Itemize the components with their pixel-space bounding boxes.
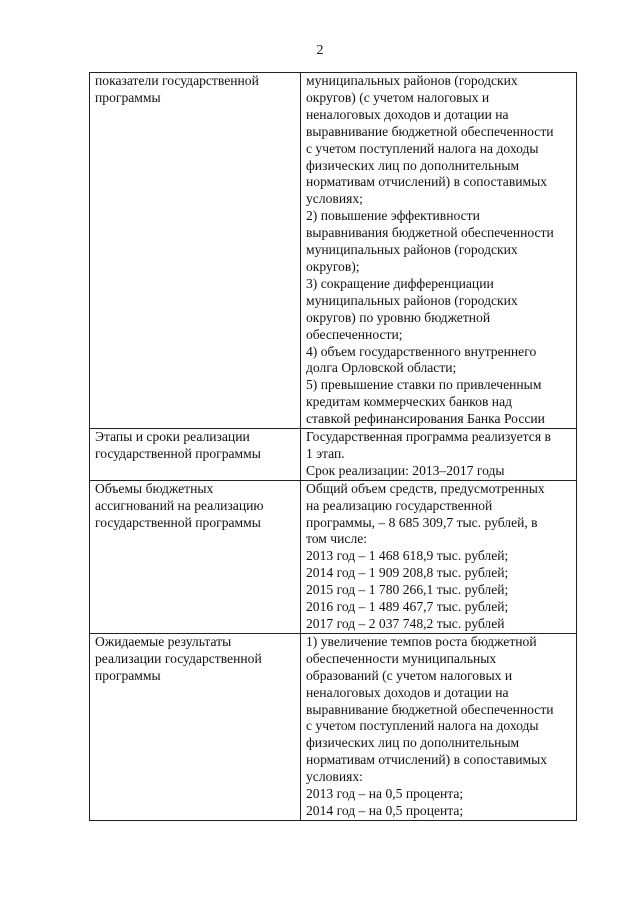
row-value-line: 2015 год – 1 780 266,1 тыс. рублей; bbox=[306, 582, 509, 598]
row-value-line: 5) превышение ставки по привлеченным bbox=[306, 377, 542, 393]
row-value-line: нормативам отчислений) в сопоставимых bbox=[306, 752, 548, 768]
row-value-line: физических лиц по дополнительным bbox=[306, 735, 520, 751]
row-value-line: Срок реализации: 2013–2017 годы bbox=[306, 462, 505, 478]
row-value-cell bbox=[301, 73, 577, 429]
row-value-line: кредитам коммерческих банков над bbox=[306, 394, 513, 410]
row-value-line: муниципальных районов (городских bbox=[306, 73, 518, 88]
row-value-line: 1 этап. bbox=[306, 445, 345, 461]
row-value-line: муниципальных районов (городских bbox=[306, 242, 518, 258]
row-value-line: неналоговых доходов и дотации на bbox=[306, 106, 509, 122]
row-value-line: том числе: bbox=[306, 531, 368, 547]
row-value-line: Государственная программа реализуется в bbox=[306, 429, 551, 445]
row-label-line: ассигнований на реализацию bbox=[95, 497, 264, 513]
table-row bbox=[90, 73, 577, 429]
row-value-line: округов); bbox=[306, 258, 360, 274]
row-label-cell bbox=[90, 633, 301, 820]
row-label-line: Объемы бюджетных bbox=[95, 480, 214, 496]
row-value-line: с учетом поступлений налога на доходы bbox=[306, 718, 539, 734]
row-label-line: реализации государственной bbox=[95, 650, 262, 666]
row-value-cell bbox=[301, 429, 577, 481]
table-body bbox=[90, 73, 577, 821]
row-value-line: образований (с учетом налоговых и bbox=[306, 667, 513, 683]
row-label-cell bbox=[90, 429, 301, 481]
row-value-line: с учетом поступлений налога на доходы bbox=[306, 140, 539, 156]
row-value-line: 2013 год – на 0,5 процента; bbox=[306, 786, 464, 802]
row-value-line: долга Орловской области; bbox=[306, 360, 457, 376]
row-value-line: округов) (с учетом налоговых и bbox=[306, 89, 490, 105]
row-label-line: Ожидаемые результаты bbox=[95, 633, 232, 649]
row-value-line: 3) сокращение дифференциации bbox=[306, 275, 494, 291]
row-label-line: государственной программы bbox=[95, 514, 261, 530]
page-number: 2 bbox=[316, 43, 324, 58]
row-value-line: 2016 год – 1 489 467,7 тыс. рублей; bbox=[306, 599, 509, 615]
row-value-line: 2014 год – 1 909 208,8 тыс. рублей; bbox=[306, 565, 509, 581]
row-value-line: нормативам отчислений) в сопоставимых bbox=[306, 174, 548, 190]
row-value-line: программы, – 8 685 309,7 тыс. рублей, в bbox=[306, 514, 538, 530]
row-label-line: показатели государственной bbox=[95, 73, 259, 88]
row-value-line: муниципальных районов (городских bbox=[306, 292, 518, 308]
row-value-line: обеспеченности; bbox=[306, 326, 403, 342]
row-label-line: государственной программы bbox=[95, 445, 261, 461]
row-label-cell bbox=[90, 73, 301, 429]
row-value-line: 2013 год – 1 468 618,9 тыс. рублей; bbox=[306, 548, 509, 564]
row-value-line: 2017 год – 2 037 748,2 тыс. рублей bbox=[306, 616, 505, 631]
row-value-line: Общий объем средств, предусмотренных bbox=[306, 480, 545, 496]
row-label-line: программы bbox=[95, 667, 161, 683]
row-value-line: условиях: bbox=[306, 769, 363, 785]
table-row bbox=[90, 480, 577, 633]
row-value-line: округов) по уровню бюджетной bbox=[306, 309, 491, 325]
row-value-line: 2) повышение эффективности bbox=[306, 208, 480, 224]
row-value-line: ставкой рефинансирования Банка России bbox=[306, 411, 545, 427]
row-value-cell bbox=[301, 480, 577, 633]
row-label-line: программы bbox=[95, 89, 161, 105]
row-value-line: 2014 год – на 0,5 процента; bbox=[306, 802, 464, 818]
row-value-line: условиях; bbox=[306, 191, 363, 207]
table-row bbox=[90, 633, 577, 820]
row-label-line: Этапы и сроки реализации bbox=[95, 429, 250, 445]
row-value-cell bbox=[301, 633, 577, 820]
row-value-line: выравнивания бюджетной обеспеченности bbox=[306, 225, 554, 241]
row-value-line: выравнивание бюджетной обеспеченности bbox=[306, 701, 554, 717]
passport-table bbox=[89, 72, 577, 821]
row-value-line: физических лиц по дополнительным bbox=[306, 157, 520, 173]
row-value-line: на реализацию государственной bbox=[306, 497, 493, 513]
row-label-cell bbox=[90, 480, 301, 633]
table-row bbox=[90, 429, 577, 481]
row-value-line: обеспеченности муниципальных bbox=[306, 650, 497, 666]
row-value-line: 4) объем государственного внутреннего bbox=[306, 343, 537, 359]
row-value-line: неналоговых доходов и дотации на bbox=[306, 684, 509, 700]
row-value-line: 1) увеличение темпов роста бюджетной bbox=[306, 633, 537, 649]
row-value-line: выравнивание бюджетной обеспеченности bbox=[306, 123, 554, 139]
